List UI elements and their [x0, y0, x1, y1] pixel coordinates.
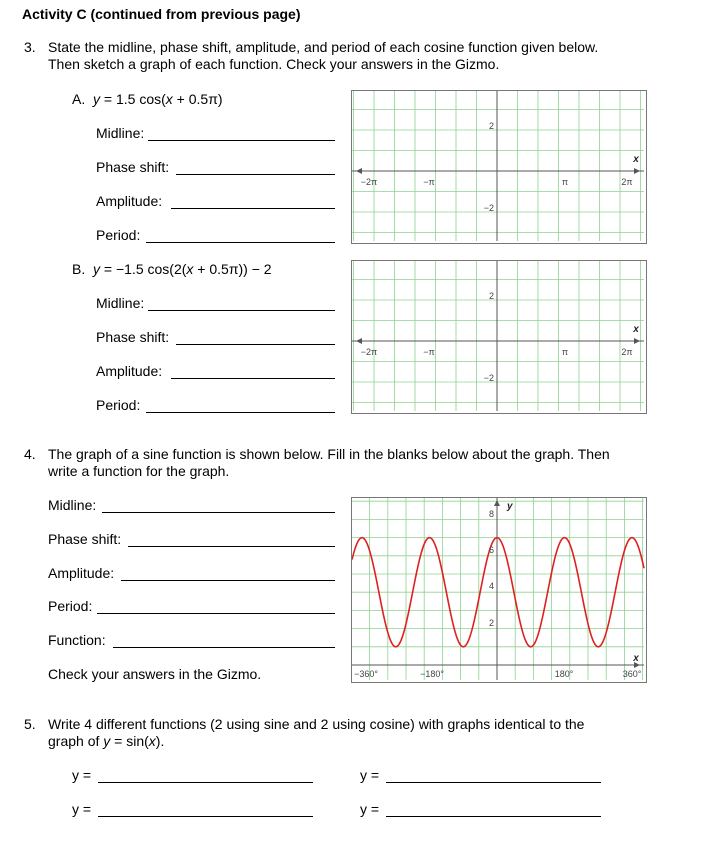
graph-4-x-label-360: 360° — [622, 669, 642, 679]
graph-3a-x-label-negpi: −π — [423, 177, 435, 187]
graph-3a-x-arrow — [634, 168, 640, 174]
graph-3a-y-label-2: 2 — [488, 121, 494, 131]
q3a-midline-blank[interactable] — [148, 140, 335, 141]
graph-4-y-label-8: 8 — [488, 509, 494, 519]
graph-4-x-label-neg180: −180° — [420, 669, 444, 679]
q5-text-line1: Write 4 different functions (2 using sine and 2 using cosine) with graphs identical to the — [48, 716, 585, 732]
q3b-midline-blank[interactable] — [148, 310, 335, 311]
graph-3b-x-label-negpi: −π — [423, 347, 435, 357]
q3b-midline-label: Midline: — [96, 295, 145, 311]
q4-midline-blank[interactable] — [102, 512, 335, 513]
q4-check-gizmo: Check your answers in the Gizmo. — [48, 666, 262, 682]
graph-4-x-label-180: 180° — [554, 669, 574, 679]
graph-3b-x-axis-label: x — [633, 324, 639, 335]
graph-3b-x-label-pi: π — [561, 347, 569, 357]
q5-answer-4-label: y = — [360, 801, 380, 817]
q3b-amplitude-blank[interactable] — [171, 378, 335, 379]
q3b-period-label: Period: — [96, 397, 141, 413]
q3a-phase-shift-label: Phase shift: — [96, 159, 170, 175]
q3a-period-label: Period: — [96, 227, 141, 243]
q4-amplitude-blank[interactable] — [121, 580, 335, 581]
q3a-phase-shift-blank[interactable] — [176, 174, 335, 175]
graph-3b-x-arrow — [634, 338, 640, 344]
q4-midline-label: Midline: — [48, 497, 97, 513]
q5-answer-3-label: y = — [72, 801, 92, 817]
q4-period-label: Period: — [48, 598, 93, 614]
graph-3b[interactable] — [351, 260, 647, 414]
q3b-amplitude-label: Amplitude: — [96, 363, 163, 379]
graph-3a-x-label-2pi: 2π — [621, 177, 633, 187]
q3-part-a-equation: A. y = 1.5 cos(x + 0.5π) — [72, 91, 223, 107]
q5-answer-4-blank[interactable] — [386, 816, 601, 817]
graph-3a[interactable] — [351, 90, 647, 244]
graph-3a-y-label-neg2: −2 — [483, 203, 494, 213]
graph-4-x-axis-label: x — [633, 653, 639, 664]
q4-text-line2: write a function for the graph. — [48, 463, 230, 479]
q5-number: 5. — [24, 716, 36, 732]
q5-answer-2-label: y = — [360, 767, 380, 783]
graph-3b-x-label-2pi: 2π — [621, 347, 633, 357]
graph-3b-x-arrow-left — [356, 338, 362, 344]
graph-4-grid — [352, 498, 644, 680]
q4-function-blank[interactable] — [113, 647, 335, 648]
graph-4-y-label-4: 4 — [488, 581, 494, 591]
q4-phase-shift-blank[interactable] — [128, 546, 335, 547]
q3b-period-blank[interactable] — [146, 412, 335, 413]
q5-answer-3-blank[interactable] — [98, 816, 313, 817]
q4-function-label: Function: — [48, 632, 106, 648]
graph-3b-y-label-neg2: −2 — [483, 373, 494, 383]
q3b-phase-shift-label: Phase shift: — [96, 329, 170, 345]
q3a-period-blank[interactable] — [146, 242, 335, 243]
q4-number: 4. — [24, 446, 36, 462]
page-heading: Activity C (continued from previous page) — [22, 6, 301, 22]
q3a-midline-label: Midline: — [96, 125, 145, 141]
q3a-amplitude-blank[interactable] — [171, 208, 335, 209]
graph-3b-x-label-neg2pi: −2π — [360, 347, 378, 357]
q4-period-blank[interactable] — [97, 613, 335, 614]
graph-3b-y-label-2: 2 — [488, 291, 494, 301]
graph-3b-grid — [352, 261, 644, 411]
q3-number: 3. — [24, 39, 36, 55]
q5-answer-2-blank[interactable] — [386, 782, 601, 783]
q3-text-line2: Then sketch a graph of each function. Check your answers in the Gizmo. — [48, 56, 500, 72]
q4-phase-shift-label: Phase shift: — [48, 531, 122, 547]
graph-4-y-axis-label: y — [507, 501, 513, 512]
graph-4-y-label-2: 2 — [488, 618, 494, 628]
graph-4[interactable] — [351, 497, 647, 683]
graph-3a-x-label-neg2pi: −2π — [360, 177, 378, 187]
q3-text-line1: State the midline, phase shift, amplitude, and period of each cosine function given below. — [48, 39, 599, 55]
q4-amplitude-label: Amplitude: — [48, 565, 115, 581]
graph-3a-grid — [352, 91, 644, 241]
q5-answer-1-label: y = — [72, 767, 92, 783]
q3-part-b-equation: B. y = −1.5 cos(2(x + 0.5π)) − 2 — [72, 261, 272, 277]
q3b-phase-shift-blank[interactable] — [176, 344, 335, 345]
q4-text-line1: The graph of a sine function is shown below. Fill in the blanks below about the graph. Then — [48, 446, 610, 462]
q5-answer-1-blank[interactable] — [98, 782, 313, 783]
graph-3a-x-arrow-left — [356, 168, 362, 174]
q5-text-line2: graph of y = sin(x). — [48, 733, 165, 749]
q3a-amplitude-label: Amplitude: — [96, 193, 163, 209]
graph-4-x-label-neg360: −360° — [354, 669, 378, 679]
graph-3a-x-axis-label: x — [633, 154, 639, 165]
graph-4-y-label-6: 6 — [488, 545, 494, 555]
graph-3a-x-label-pi: π — [561, 177, 569, 187]
